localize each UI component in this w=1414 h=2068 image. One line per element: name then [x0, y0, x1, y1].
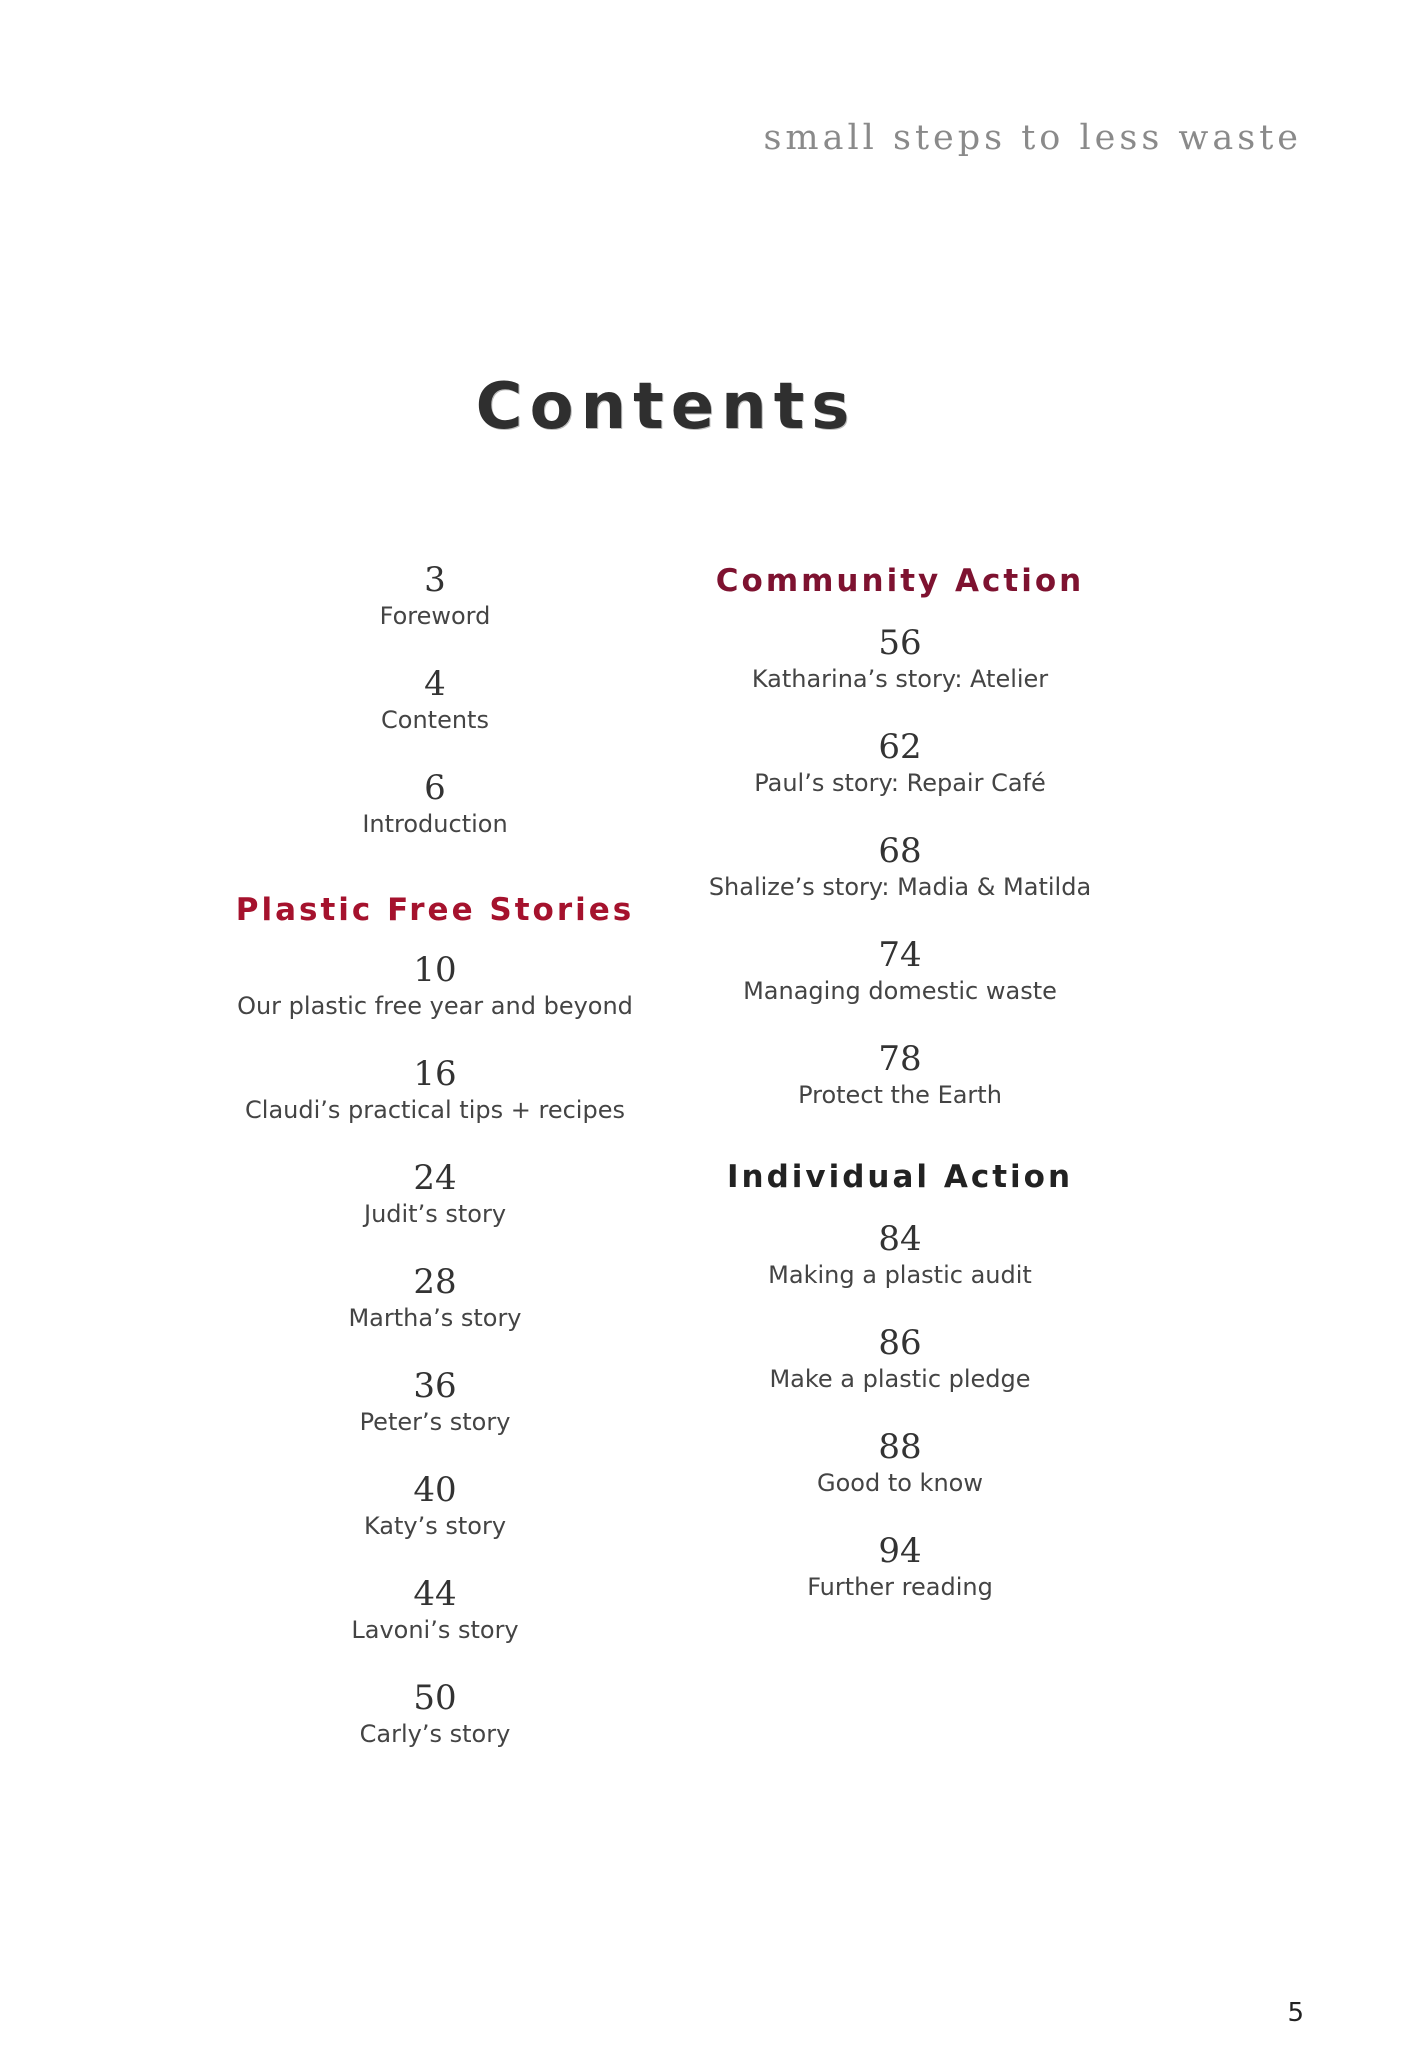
toc-label: Introduction [362, 810, 508, 838]
toc-entry[interactable] [348, 1262, 521, 1334]
toc-entry[interactable] [362, 768, 507, 840]
toc-page-number: 68 [878, 831, 922, 871]
contents-right-column [625, 563, 1175, 1635]
toc-entry[interactable] [709, 831, 1091, 903]
toc-entry[interactable] [360, 1366, 511, 1438]
toc-entry[interactable] [798, 1039, 1002, 1111]
toc-page-number: 24 [413, 1158, 457, 1198]
toc-page-number: 6 [424, 768, 446, 808]
toc-entry[interactable] [245, 1054, 625, 1126]
toc-entry[interactable] [237, 950, 633, 1022]
toc-label: Making a plastic audit [768, 1261, 1032, 1289]
toc-page-number: 4 [424, 664, 446, 704]
page-number: 5 [1287, 1998, 1304, 2028]
contents-left-column [170, 560, 700, 1782]
toc-entry[interactable] [754, 727, 1046, 799]
toc-entry[interactable] [364, 1470, 506, 1542]
toc-label: Our plastic free year and beyond [237, 992, 633, 1020]
toc-label: Contents [381, 706, 489, 734]
toc-label: Further reading [807, 1573, 993, 1601]
toc-entry[interactable] [807, 1531, 993, 1603]
section-heading-community-action: Community Action [715, 563, 1085, 599]
toc-page-number: 86 [878, 1323, 922, 1363]
toc-entry[interactable] [743, 935, 1057, 1007]
toc-label: Shalize’s story: Madia & Matilda [708, 873, 1092, 901]
toc-page-number: 28 [413, 1262, 457, 1302]
toc-entry[interactable] [817, 1427, 983, 1499]
toc-entry[interactable] [381, 664, 489, 736]
toc-page-number: 3 [424, 560, 446, 600]
toc-entry[interactable] [768, 1219, 1032, 1291]
toc-page-number: 10 [413, 950, 457, 990]
toc-page-number: 88 [878, 1427, 922, 1467]
toc-page-number: 56 [878, 623, 922, 663]
toc-label: Claudi’s practical tips + recipes [245, 1096, 625, 1124]
section-heading-individual-action: Individual Action [726, 1159, 1074, 1195]
section-heading-plastic-free-stories: Plastic Free Stories [235, 892, 635, 928]
toc-label: Katy’s story [363, 1512, 507, 1540]
toc-page-number: 50 [413, 1678, 457, 1718]
toc-page-number: 36 [413, 1366, 457, 1406]
toc-label: Managing domestic waste [743, 977, 1057, 1005]
toc-page-number: 16 [413, 1054, 457, 1094]
toc-entry[interactable] [752, 623, 1048, 695]
toc-entry[interactable] [769, 1323, 1030, 1395]
toc-page-number: 78 [878, 1039, 922, 1079]
toc-label: Judit’s story [363, 1200, 507, 1228]
running-header: small steps to less waste [763, 118, 1302, 158]
toc-page-number: 44 [413, 1574, 457, 1614]
toc-label: Foreword [379, 602, 491, 630]
toc-page-number: 84 [878, 1219, 922, 1259]
toc-entry[interactable] [351, 1574, 518, 1646]
toc-label: Make a plastic pledge [769, 1365, 1031, 1393]
toc-page-number: 94 [878, 1531, 922, 1571]
toc-page-number: 40 [413, 1470, 457, 1510]
toc-label: Paul’s story: Repair Café [754, 769, 1046, 797]
toc-label: Protect the Earth [798, 1081, 1002, 1109]
toc-label: Lavoni’s story [351, 1616, 519, 1644]
toc-label: Good to know [817, 1469, 983, 1497]
page-title: Contents [475, 370, 857, 444]
toc-label: Martha’s story [348, 1304, 522, 1332]
toc-entry[interactable] [364, 1158, 506, 1230]
toc-entry[interactable] [360, 1678, 511, 1750]
toc-entry[interactable] [380, 560, 491, 632]
toc-page-number: 74 [878, 935, 922, 975]
toc-page-number: 62 [878, 727, 922, 767]
toc-label: Katharina’s story: Atelier [751, 665, 1049, 693]
toc-label: Peter’s story [359, 1408, 511, 1436]
toc-label: Carly’s story [359, 1720, 511, 1748]
